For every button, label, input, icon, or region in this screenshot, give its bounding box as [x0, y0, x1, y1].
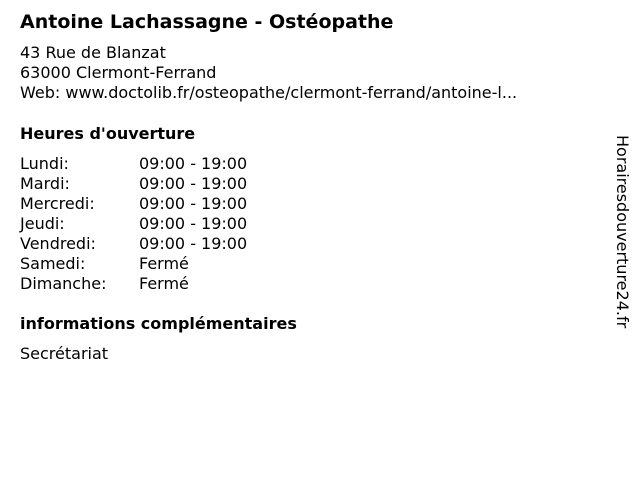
website-link[interactable]: Web: www.doctolib.fr/osteopathe/clermont-ferrand/antoine-l... — [20, 83, 518, 102]
hours-day-label: Mardi: — [20, 174, 70, 193]
hours-time-value: 09:00 - 19:00 — [139, 154, 248, 173]
additional-info-heading: informations complémentaires — [20, 314, 297, 333]
hours-day-label: Lundi: — [20, 154, 69, 173]
hours-day-label: Jeudi: — [20, 214, 65, 233]
hours-time-value: 09:00 - 19:00 — [139, 214, 248, 233]
address-street: 43 Rue de Blanzat — [20, 43, 166, 62]
hours-day-label: Dimanche: — [20, 274, 107, 293]
hours-time-value: 09:00 - 19:00 — [139, 174, 248, 193]
hours-time-value: Fermé — [139, 274, 189, 293]
hours-day-label: Samedi: — [20, 254, 86, 273]
page-title: Antoine Lachassagne - Ostéopathe — [20, 11, 394, 33]
address-block — [20, 43, 517, 103]
hours-day-label: Mercredi: — [20, 194, 95, 213]
hours-time-value: 09:00 - 19:00 — [139, 234, 248, 253]
address-city: 63000 Clermont-Ferrand — [20, 63, 217, 82]
opening-hours-heading: Heures d'ouverture — [20, 124, 196, 143]
hours-time-value: 09:00 - 19:00 — [139, 194, 248, 213]
site-watermark: Horairesdouverture24.fr — [613, 135, 632, 329]
additional-info-text: Secrétariat — [20, 344, 109, 363]
hours-time-value: Fermé — [139, 254, 189, 273]
hours-day-label: Vendredi: — [20, 234, 96, 253]
